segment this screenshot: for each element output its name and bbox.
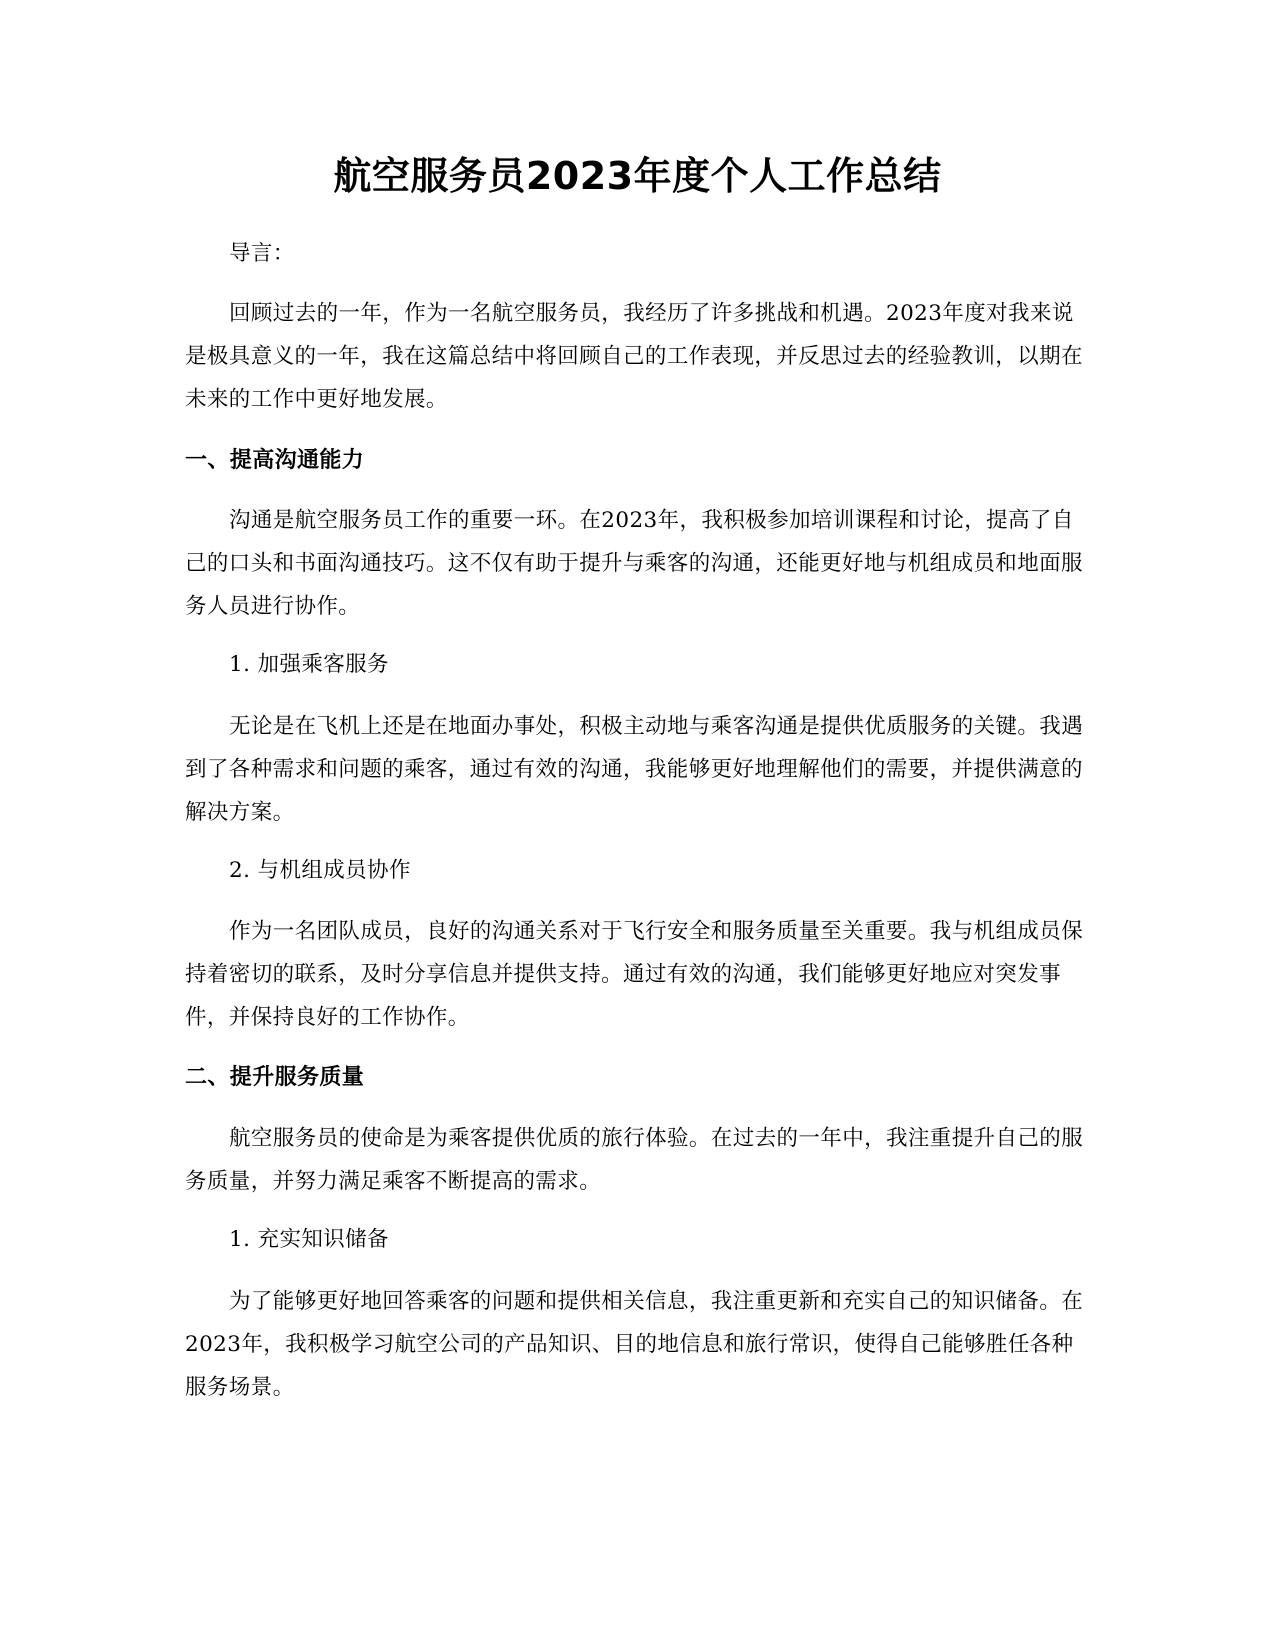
document-title: 航空服务员2023年度个人工作总结 — [333, 154, 942, 198]
intro-label: 导言： — [229, 241, 295, 266]
subsection-label-passenger-service: 1. 加强乘客服务 — [229, 652, 389, 677]
section-paragraph-service-quality: 航空服务员的使命是为乘客提供优质的旅行体验。在过去的一年中，我注重提升自己的服务质量，并努力满足乘客不断提高的需求。 — [185, 1126, 1084, 1194]
section-paragraph-communication: 沟通是航空服务员工作的重要一环。在2023年，我积极参加培训课程和讨论，提高了自己的口头和书面沟通技巧。这不仅有助于提升与乘客的沟通，还能更好地与机组成员和地面服务人员进行协作。 — [185, 508, 1083, 619]
subsection-label-crew-collaboration: 2. 与机组成员协作 — [229, 858, 411, 883]
subsection-paragraph-crew-collaboration: 作为一名团队成员，良好的沟通关系对于飞行安全和服务质量至关重要。我与机组成员保持着密切的联系，及时分享信息并提供支持。通过有效的沟通，我们能够更好地应对突发事件，并保持良好的工作协作。 — [185, 919, 1084, 1030]
section-heading-communication: 一、提高沟通能力 — [185, 448, 365, 473]
section-heading-service-quality: 二、提升服务质量 — [185, 1065, 365, 1090]
subsection-label-knowledge: 1. 充实知识储备 — [229, 1227, 389, 1252]
subsection-paragraph-passenger-service: 无论是在飞机上还是在地面办事处，积极主动地与乘客沟通是提供优质服务的关键。我遇到了各种需求和问题的乘客，通过有效的沟通，我能够更好地理解他们的需要，并提供满意的解决方案。 — [185, 714, 1084, 825]
intro-paragraph: 回顾过去的一年，作为一名航空服务员，我经历了许多挑战和机遇。2023年度对我来说是极具意义的一年，我在这篇总结中将回顾自己的工作表现，并反思过去的经验教训，以期在未来的工作中更好地发展。 — [185, 301, 1083, 412]
subsection-paragraph-knowledge: 为了能够更好地回答乘客的问题和提供相关信息，我注重更新和充实自己的知识储备。在2023年，我积极学习航空公司的产品知识、目的地信息和旅行常识，使得自己能够胜任各种服务场景。 — [185, 1289, 1084, 1400]
